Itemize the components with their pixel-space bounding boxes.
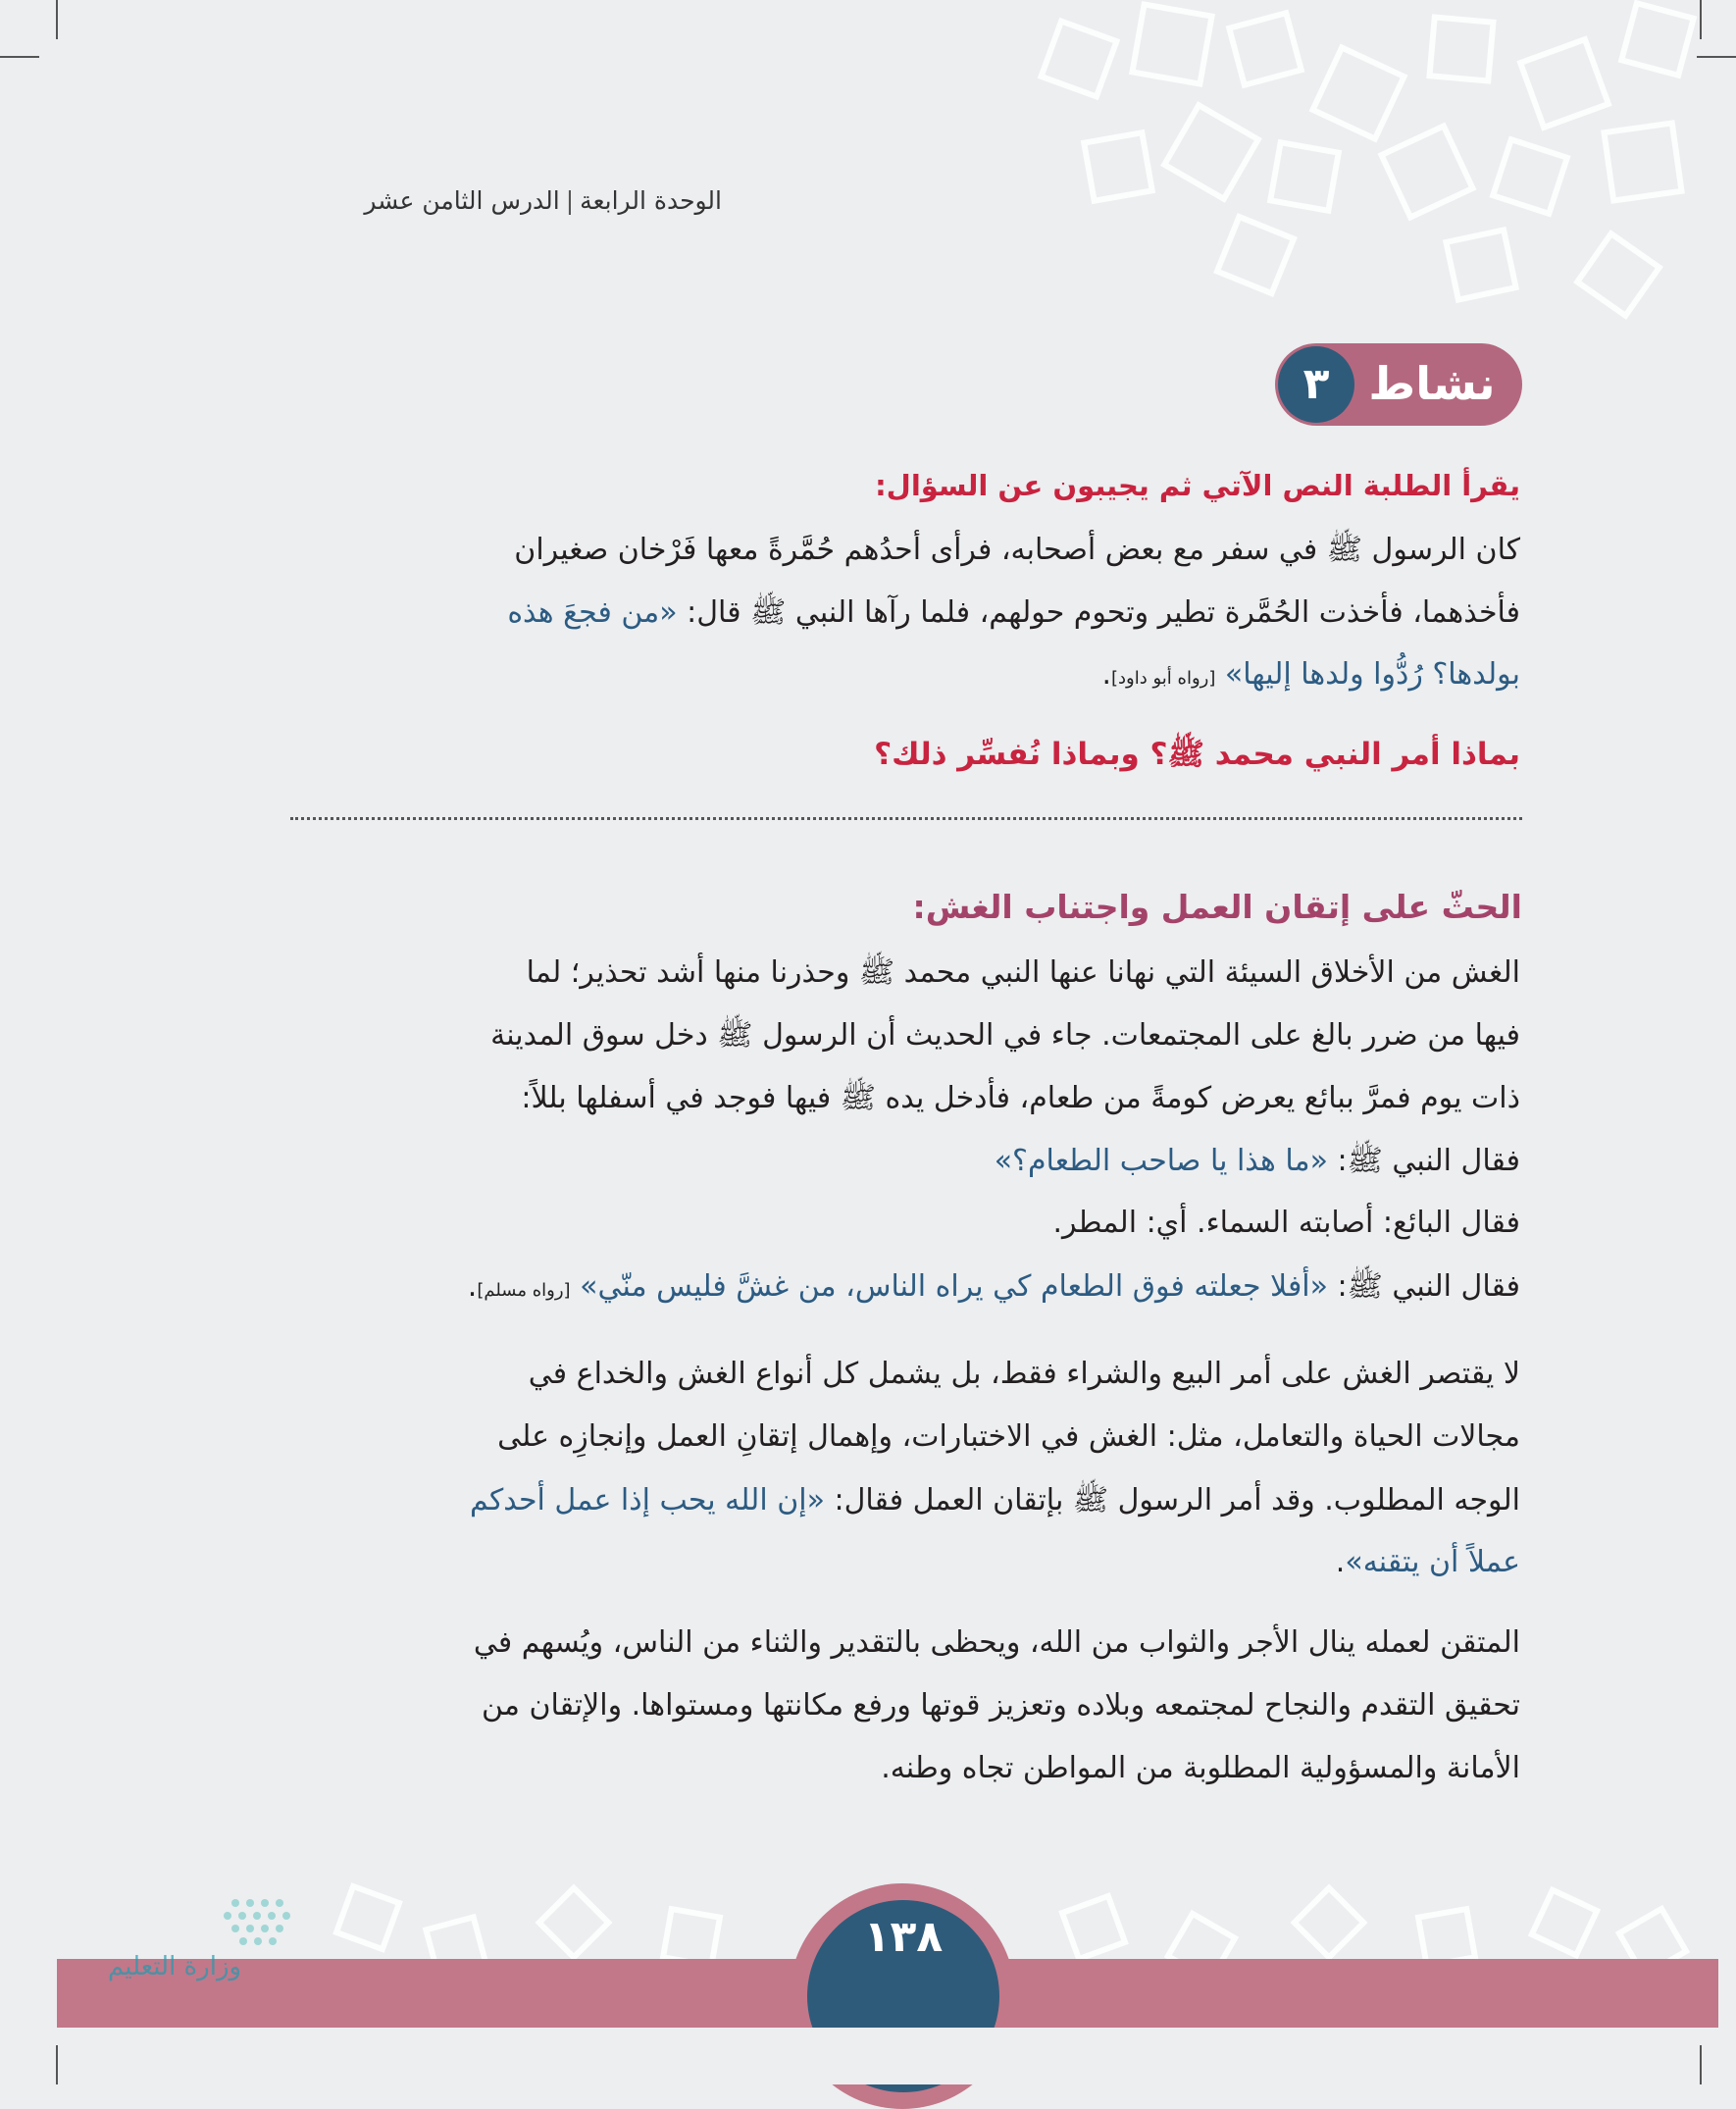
header-separator: | — [565, 186, 575, 215]
paragraph-line: الأمانة والمسؤولية المطلوبة من المواطن تجاه وطنه. — [881, 1751, 1520, 1785]
paragraph-line: مجالات الحياة والتعامل، مثل: الغش في الاختبارات، وإهمال إتقانِ العمل وإنجازِه على — [497, 1419, 1520, 1454]
paragraph-line: ذات يوم فمرَّ ببائع يعرض كومةً من طعام، فأدخل يده ﷺ فيها فوجد في أسفلها بللاً: — [521, 1081, 1520, 1115]
crop-mark — [1697, 56, 1736, 58]
hadith-quote: «إن الله يحب إذا عمل أحدكم — [469, 1483, 825, 1517]
activity-number: ٣ — [1278, 346, 1354, 423]
end-mark: . — [467, 1269, 478, 1304]
paragraph-line: تحقيق التقدم والنجاح لمجتمعه وبلاده وتعزيز قوتها ورفع مكانتها ومستواها. والإتقان من — [482, 1688, 1520, 1723]
crop-mark — [1700, 0, 1702, 39]
story-line — [1101, 657, 1520, 692]
crop-mark — [56, 0, 58, 39]
hadith-reference: [رواه مسلم] — [477, 1280, 571, 1301]
story-line: كان الرسول ﷺ في سفر مع بعض أصحابه، فرأى أحدُهم حُمَّرةً معها فَرْخان صغيران — [514, 533, 1520, 567]
dialogue-speaker: فقال النبي ﷺ: — [1337, 1269, 1520, 1304]
hadith-quote: بولدها؟ رُدُّوا ولدها إليها» — [1224, 657, 1520, 692]
dialogue-line — [995, 1143, 1520, 1185]
paragraph-line — [470, 1482, 1520, 1524]
crop-mark — [0, 56, 39, 58]
hadith-quote: «ما هذا يا صاحب الطعام؟» — [994, 1144, 1328, 1178]
dialogue-line: فقال البائع: أصابته السماء. أي: المطر. — [1052, 1206, 1520, 1240]
ministry-logo-text: وزارة التعليم — [108, 1952, 242, 1981]
paragraph-line: فيها من ضرر بالغ على المجتمعات. جاء في الحديث أن الرسول ﷺ دخل سوق المدينة — [490, 1018, 1520, 1053]
paragraph-line: الغش من الأخلاق السيئة التي نهانا عنها النبي محمد ﷺ وحذرنا منها أشد تحذير؛ لما — [526, 955, 1520, 990]
paragraph-text: الوجه المطلوب. وقد أمر الرسول ﷺ بإتقان العمل فقال: — [834, 1483, 1520, 1517]
dialogue-speaker: فقال النبي ﷺ: — [1337, 1144, 1520, 1178]
paragraph-line: المتقن لعمله ينال الأجر والثواب من الله، ويحظى بالتقدير والثناء من الناس، ويُسهم في — [473, 1625, 1520, 1660]
lesson-title: الدرس الثامن عشر — [364, 186, 560, 215]
unit-title: الوحدة الرابعة — [580, 186, 722, 215]
activity-question: بماذا أمر النبي محمد ﷺ؟ وبماذا نُفسِّر ذلك؟ — [874, 737, 1520, 772]
story-text: فأخذهما، فأخذت الحُمَّرة تطير وتحوم حولهم، فلما رآها النبي ﷺ قال: — [687, 595, 1520, 630]
end-mark: . — [1101, 657, 1112, 692]
answer-line[interactable] — [290, 817, 1522, 820]
paragraph-line — [1336, 1545, 1520, 1579]
hadith-reference: [رواه أبو داود] — [1111, 668, 1216, 689]
end-mark: . — [1335, 1545, 1346, 1579]
section-heading: الحثّ على إتقان العمل واجتناب الغش: — [912, 888, 1522, 926]
crop-mark — [1700, 2045, 1702, 2084]
running-header — [290, 186, 722, 215]
activity-instruction: يقرأ الطلبة النص الآتي ثم يجيبون عن السؤال: — [875, 469, 1520, 502]
story-line — [507, 594, 1520, 637]
hadith-quote: عملاً أن يتقنه» — [1345, 1545, 1520, 1579]
dialogue-line — [468, 1268, 1520, 1311]
paragraph-line: لا يقتصر الغش على أمر البيع والشراء فقط، بل يشمل كل أنواع الغش والخداع في — [528, 1357, 1520, 1391]
crop-mark — [56, 2045, 58, 2084]
page-number: ١٣٨ — [863, 1912, 944, 1962]
activity-label: نشاط — [1368, 357, 1496, 410]
footer-cover — [790, 2028, 1015, 2084]
hadith-quote: «أفلا جعلته فوق الطعام كي يراه الناس، من غشَّ فليس منّي» — [580, 1269, 1328, 1304]
hadith-quote: «من فجعَ هذه — [507, 595, 678, 630]
